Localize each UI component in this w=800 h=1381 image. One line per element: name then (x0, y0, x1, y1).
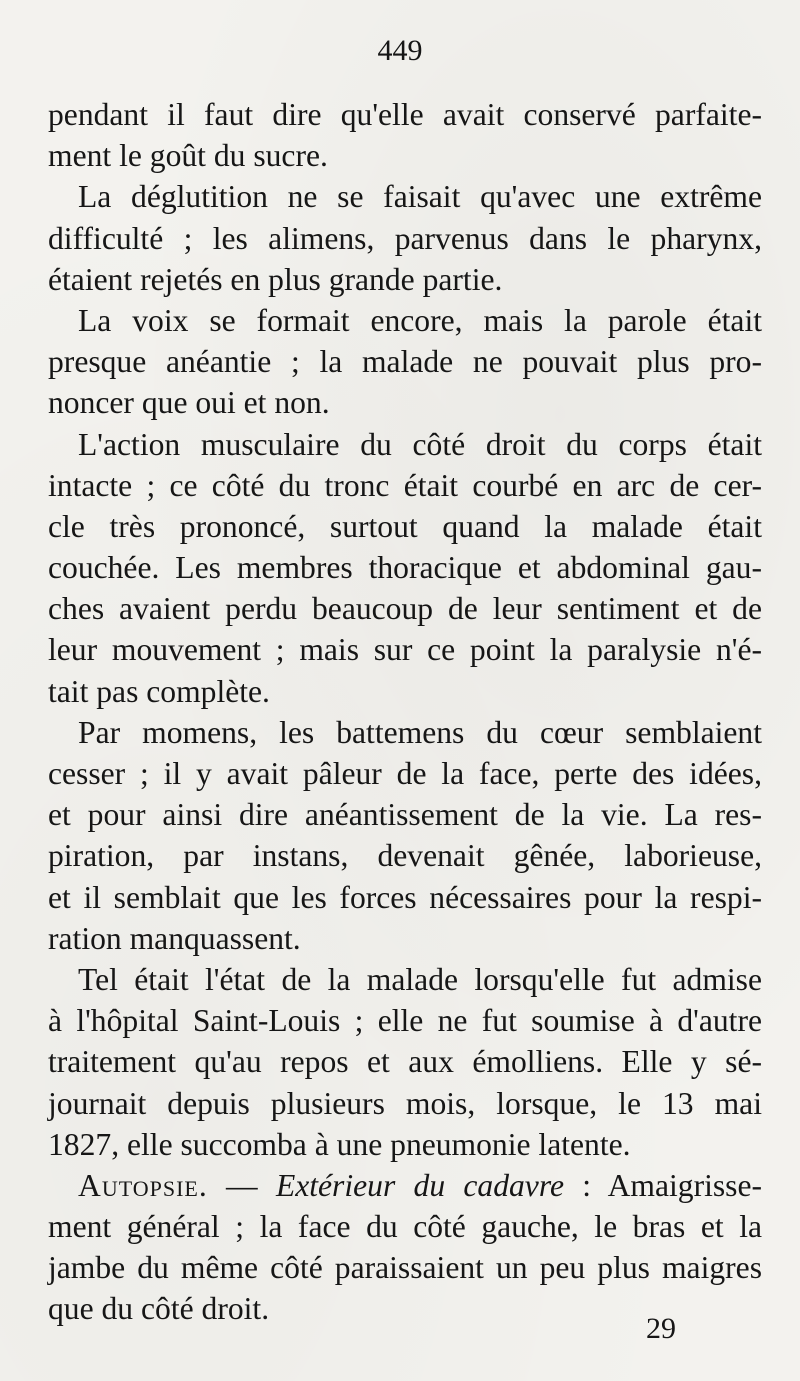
text-line: presque anéantie ; la malade ne pouvait plus pro- (48, 344, 762, 380)
signature-mark: 29 (646, 1312, 676, 1345)
text-line: ration manquassent. (48, 920, 301, 956)
text-line: pendant il faut dire qu'elle avait conservé parfaite- (48, 97, 762, 132)
body-text (48, 94, 762, 1330)
autopsy-dash: — (207, 1167, 276, 1203)
text-line: cle très prononcé, surtout quand la malade était (48, 508, 762, 544)
text-line: Par momens, les battemens du cœur semblaient (78, 714, 762, 750)
text-line: et il semblait que les forces nécessaires pour la respi- (48, 879, 762, 915)
autopsy-heading-line (48, 1165, 762, 1206)
text-line: leur mouvement ; mais sur ce point la paralysie n'é- (48, 632, 762, 668)
text-line: tait pas complète. (48, 673, 270, 709)
text-line: couchée. Les membres thoracique et abdominal gau- (48, 550, 762, 586)
text-line: journait depuis plusieurs mois, lorsque, le 13 mai (48, 1085, 762, 1121)
text-line: à l'hôpital Saint-Louis ; elle ne fut soumise à d'autre (48, 1003, 762, 1039)
text-line: intacte ; ce côté du tronc était courbé en arc de cer- (48, 467, 762, 503)
autopsy-label: Autopsie. (78, 1167, 208, 1203)
autopsy-colon: : (563, 1167, 608, 1203)
text-line: que du côté droit. (48, 1291, 270, 1327)
text-line: cesser ; il y avait pâleur de la face, perte des idées, (48, 756, 762, 791)
text-line: 1827, elle succomba à une pneumonie latente. (48, 1126, 631, 1162)
text-line: ment le goût du sucre. (48, 138, 328, 174)
text-line: La déglutition ne se faisait qu'avec une extrême (78, 179, 762, 215)
text-line: ches avaient perdu beaucoup de leur sentiment et de (48, 591, 762, 627)
text-line: ment général ; la face du côté gauche, le bras et la (48, 1209, 762, 1245)
autopsy-subtitle: Extérieur du cadavre (275, 1167, 564, 1203)
text-line: Tel était l'état de la malade lorsqu'elle fut admise (78, 961, 762, 997)
text-line: noncer que oui et non. (48, 385, 330, 421)
text-line: L'action musculaire du côté droit du corps était (78, 426, 762, 462)
text-line: jambe du même côté paraissaient un peu plus maigres (48, 1250, 762, 1286)
text-line: La voix se formait encore, mais la parole était (78, 302, 762, 338)
text-line: piration, par instans, devenait gênée, laborieuse, (48, 838, 762, 874)
text-line: difficulté ; les alimens, parvenus dans le pharynx, (48, 220, 762, 256)
autopsy-first-line-rest: Amaigrisse- (607, 1167, 762, 1203)
text-line: et pour ainsi dire anéantissement de la vie. La res- (48, 797, 762, 833)
text-line: traitement qu'au repos et aux émolliens. Elle y sé- (48, 1044, 762, 1080)
page-number: 449 (377, 34, 423, 67)
text-line: étaient rejetés en plus grande partie. (48, 261, 503, 297)
